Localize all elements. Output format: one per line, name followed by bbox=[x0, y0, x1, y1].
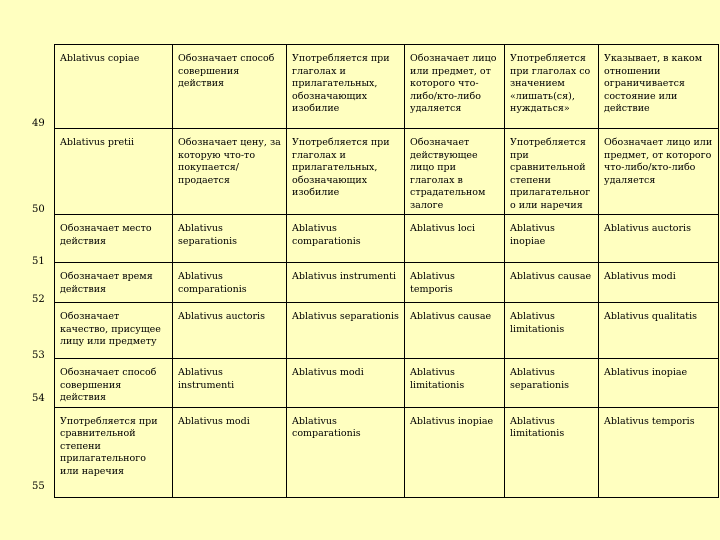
table-cell: Ablativus loci bbox=[405, 215, 505, 263]
table-cell: Ablativus comparationis bbox=[287, 215, 405, 263]
table-cell: Ablativus instrumenti bbox=[173, 359, 287, 408]
row-number: 55 bbox=[32, 481, 45, 492]
table-cell: Ablativus auctoris bbox=[173, 303, 287, 359]
table-row bbox=[55, 45, 719, 129]
table-cell: Ablativus modi bbox=[287, 359, 405, 408]
table-cell: Обозначает лицо или предмет, от которого что-либо/кто-либо удаляется bbox=[599, 129, 719, 215]
table-cell: Ablativus limitationis bbox=[405, 359, 505, 408]
table-cell: Употребляется при глаголах и прилагательных, обозначающих изобилие bbox=[287, 129, 405, 215]
table-cell: Ablativus causae bbox=[505, 263, 599, 303]
table-cell: Употребляется при сравнительной степени прилагательного или наречия bbox=[55, 407, 173, 497]
table-cell: Обозначает лицо или предмет, от которого что-либо/кто-либо удаляется bbox=[405, 45, 505, 129]
table-cell: Ablativus separationis bbox=[287, 303, 405, 359]
table-cell: Указывает, в каком отношении ограничивается состояние или действие bbox=[599, 45, 719, 129]
table-cell: Ablativus comparationis bbox=[173, 263, 287, 303]
table-row bbox=[55, 407, 719, 497]
table-cell: Ablativus limitationis bbox=[505, 303, 599, 359]
table-cell: Ablativus separationis bbox=[173, 215, 287, 263]
table-cell: Ablativus inopiae bbox=[599, 359, 719, 408]
table-cell: Ablativus inopiae bbox=[405, 407, 505, 497]
table-cell: Ablativus modi bbox=[173, 407, 287, 497]
table-cell: Ablativus separationis bbox=[505, 359, 599, 408]
row-number: 52 bbox=[32, 294, 45, 305]
row-number: 51 bbox=[32, 256, 45, 267]
table-cell: Ablativus pretii bbox=[55, 129, 173, 215]
matching-table bbox=[54, 44, 719, 498]
table-cell: Ablativus temporis bbox=[405, 263, 505, 303]
table-row bbox=[55, 129, 719, 215]
table-cell: Употребляется при глаголах и прилагательных, обозначающих изобилие bbox=[287, 45, 405, 129]
table-row bbox=[55, 263, 719, 303]
table-cell: Ablativus qualitatis bbox=[599, 303, 719, 359]
table-row bbox=[55, 359, 719, 408]
table-cell: Ablativus instrumenti bbox=[287, 263, 405, 303]
table-row bbox=[55, 215, 719, 263]
table-cell: Ablativus causae bbox=[405, 303, 505, 359]
table-cell: Обозначает способ совершения действия bbox=[173, 45, 287, 129]
table-cell: Ablativus temporis bbox=[599, 407, 719, 497]
row-number: 50 bbox=[32, 204, 45, 215]
row-number-column bbox=[0, 0, 54, 540]
table-cell: Ablativus inopiae bbox=[505, 215, 599, 263]
table-row bbox=[55, 303, 719, 359]
table-cell: Обозначает способ совершения действия bbox=[55, 359, 173, 408]
table-cell: Ablativus auctoris bbox=[599, 215, 719, 263]
row-number: 49 bbox=[32, 118, 45, 129]
table-cell: Обозначает цену, за которую что-то покупается/продается bbox=[173, 129, 287, 215]
table-cell: Ablativus modi bbox=[599, 263, 719, 303]
table-cell: Употребляется при сравнительной степени прилагательного или наречия bbox=[505, 129, 599, 215]
table-cell: Ablativus copiae bbox=[55, 45, 173, 129]
table-cell: Обозначает время действия bbox=[55, 263, 173, 303]
table-cell: Ablativus limitationis bbox=[505, 407, 599, 497]
table-cell: Употребляется при глаголах со значением «лишать(ся), нуждаться» bbox=[505, 45, 599, 129]
row-number: 54 bbox=[32, 393, 45, 404]
table-cell: Обозначает действующее лицо при глаголах в страдательном залоге bbox=[405, 129, 505, 215]
table-cell: Обозначает место действия bbox=[55, 215, 173, 263]
table-cell: Обозначает качество, присущее лицу или предмету bbox=[55, 303, 173, 359]
row-number: 53 bbox=[32, 350, 45, 361]
table-cell: Ablativus comparationis bbox=[287, 407, 405, 497]
